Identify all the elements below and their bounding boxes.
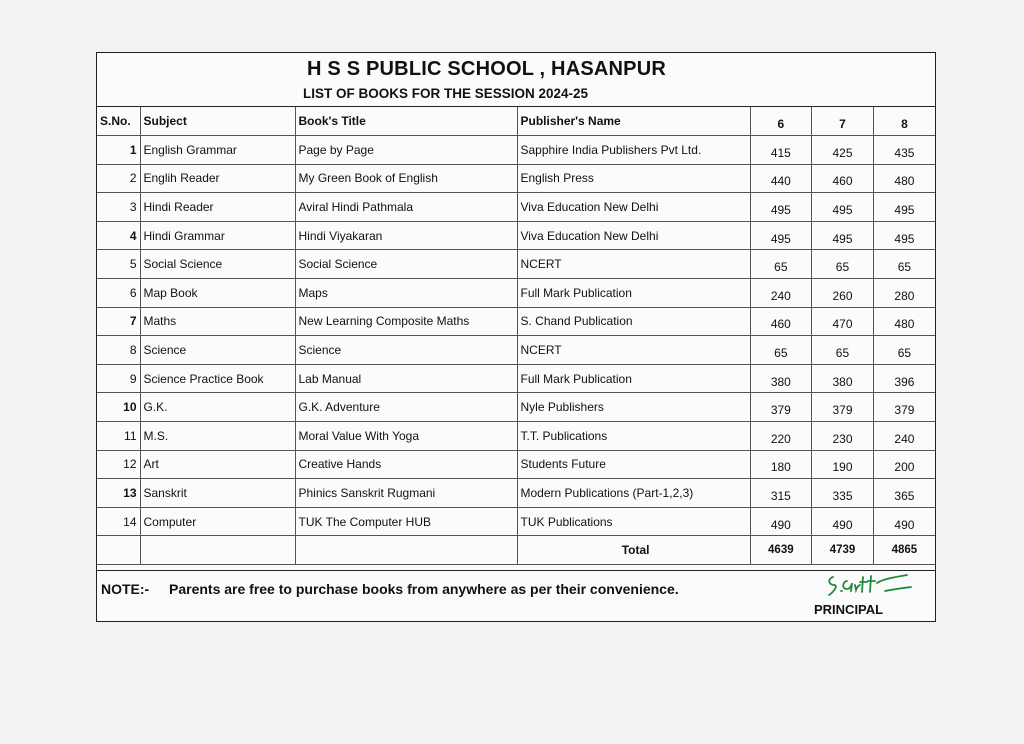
table-row (97, 450, 935, 479)
row-price-class-8: 396 (873, 364, 935, 393)
table-row (97, 164, 935, 193)
row-publisher: Modern Publications (Part-1,2,3) (517, 479, 750, 508)
col-header-title: Book's Title (295, 107, 517, 136)
row-price-class-7: 470 (812, 307, 874, 336)
row-price-class-8: 495 (873, 193, 935, 222)
table-row (97, 479, 935, 508)
row-publisher: Nyle Publishers (517, 393, 750, 422)
table-row (97, 336, 935, 365)
principal-label: PRINCIPAL (814, 602, 884, 617)
row-publisher: Viva Education New Delhi (517, 193, 750, 222)
row-price-class-7: 379 (812, 393, 874, 422)
row-book-title: Lab Manual (295, 364, 517, 393)
row-price-class-6: 440 (750, 164, 812, 193)
row-book-title: Page by Page (295, 136, 517, 165)
row-subject: Sanskrit (140, 479, 295, 508)
row-book-title: My Green Book of English (295, 164, 517, 193)
row-publisher: TUK Publications (517, 507, 750, 536)
row-book-title: Science (295, 336, 517, 365)
row-price-class-6: 379 (750, 393, 812, 422)
total-empty-sno (97, 536, 140, 565)
row-publisher: Full Mark Publication (517, 364, 750, 393)
row-book-title: Aviral Hindi Pathmala (295, 193, 517, 222)
row-subject: Science Practice Book (140, 364, 295, 393)
row-sno: 10 (97, 393, 140, 422)
table-row (97, 393, 935, 422)
row-price-class-6: 65 (750, 336, 812, 365)
list-title: LIST OF BOOKS FOR THE SESSION 2024-25 (303, 86, 589, 101)
row-book-title: G.K. Adventure (295, 393, 517, 422)
row-price-class-6: 220 (750, 422, 812, 451)
row-price-class-6: 490 (750, 507, 812, 536)
total-class-6: 4639 (750, 536, 812, 565)
row-publisher: NCERT (517, 250, 750, 279)
row-sno: 13 (97, 479, 140, 508)
table-row (97, 136, 935, 165)
row-book-title: Phinics Sanskrit Rugmani (295, 479, 517, 508)
row-sno: 8 (97, 336, 140, 365)
row-publisher: NCERT (517, 336, 750, 365)
row-sno: 5 (97, 250, 140, 279)
row-book-title: Creative Hands (295, 450, 517, 479)
row-price-class-8: 365 (873, 479, 935, 508)
row-price-class-7: 460 (812, 164, 874, 193)
row-sno: 14 (97, 507, 140, 536)
row-book-title: TUK The Computer HUB (295, 507, 517, 536)
row-price-class-7: 260 (812, 279, 874, 308)
note-label: NOTE:- (101, 581, 150, 597)
row-sno: 9 (97, 364, 140, 393)
school-name: H S S PUBLIC SCHOOL , HASANPUR (307, 58, 666, 80)
row-price-class-7: 425 (812, 136, 874, 165)
row-subject: G.K. (140, 393, 295, 422)
document-header (97, 53, 935, 107)
row-price-class-8: 490 (873, 507, 935, 536)
row-publisher: Students Future (517, 450, 750, 479)
row-publisher: Viva Education New Delhi (517, 221, 750, 250)
book-list-sheet (96, 52, 936, 622)
table-row (97, 221, 935, 250)
row-book-title: Social Science (295, 250, 517, 279)
row-book-title: Maps (295, 279, 517, 308)
row-sno: 3 (97, 193, 140, 222)
col-header-sno: S.No. (97, 107, 140, 136)
table-row (97, 364, 935, 393)
row-subject: Englih Reader (140, 164, 295, 193)
principal-signature (825, 573, 915, 599)
row-subject: Computer (140, 507, 295, 536)
row-sno: 12 (97, 450, 140, 479)
row-sno: 2 (97, 164, 140, 193)
row-sno: 1 (97, 136, 140, 165)
row-price-class-8: 480 (873, 164, 935, 193)
row-subject: Hindi Reader (140, 193, 295, 222)
row-sno: 6 (97, 279, 140, 308)
table-row (97, 507, 935, 536)
row-price-class-8: 280 (873, 279, 935, 308)
row-sno: 7 (97, 307, 140, 336)
total-label: Total (517, 536, 750, 565)
row-price-class-7: 65 (812, 250, 874, 279)
row-price-class-7: 335 (812, 479, 874, 508)
row-publisher: T.T. Publications (517, 422, 750, 451)
row-price-class-6: 315 (750, 479, 812, 508)
table-row (97, 422, 935, 451)
row-price-class-8: 200 (873, 450, 935, 479)
row-price-class-6: 415 (750, 136, 812, 165)
row-subject: Science (140, 336, 295, 365)
table-row (97, 250, 935, 279)
row-publisher: S. Chand Publication (517, 307, 750, 336)
row-price-class-6: 460 (750, 307, 812, 336)
row-subject: English Grammar (140, 136, 295, 165)
row-price-class-8: 65 (873, 336, 935, 365)
row-sno: 4 (97, 221, 140, 250)
books-table (97, 107, 935, 565)
row-price-class-7: 495 (812, 221, 874, 250)
row-subject: Social Science (140, 250, 295, 279)
row-book-title: Moral Value With Yoga (295, 422, 517, 451)
table-row (97, 307, 935, 336)
total-row (97, 536, 935, 565)
row-price-class-8: 495 (873, 221, 935, 250)
row-price-class-7: 495 (812, 193, 874, 222)
row-subject: M.S. (140, 422, 295, 451)
row-price-class-7: 190 (812, 450, 874, 479)
row-price-class-6: 380 (750, 364, 812, 393)
row-publisher: Full Mark Publication (517, 279, 750, 308)
total-class-8: 4865 (873, 536, 935, 565)
table-header-row (97, 107, 935, 136)
row-subject: Art (140, 450, 295, 479)
table-row (97, 193, 935, 222)
total-empty-subject (140, 536, 295, 565)
row-price-class-8: 480 (873, 307, 935, 336)
row-book-title: New Learning Composite Maths (295, 307, 517, 336)
row-subject: Hindi Grammar (140, 221, 295, 250)
col-header-class-8: 8 (873, 107, 935, 136)
row-sno: 11 (97, 422, 140, 451)
note-text: Parents are free to purchase books from anywhere as per their convenience. (169, 581, 679, 597)
row-price-class-6: 65 (750, 250, 812, 279)
row-publisher: Sapphire India Publishers Pvt Ltd. (517, 136, 750, 165)
row-price-class-8: 435 (873, 136, 935, 165)
row-subject: Map Book (140, 279, 295, 308)
row-price-class-6: 180 (750, 450, 812, 479)
col-header-subject: Subject (140, 107, 295, 136)
row-price-class-6: 495 (750, 221, 812, 250)
col-header-class-7: 7 (812, 107, 874, 136)
row-price-class-7: 230 (812, 422, 874, 451)
row-book-title: Hindi Viyakaran (295, 221, 517, 250)
total-class-7: 4739 (812, 536, 874, 565)
row-price-class-8: 379 (873, 393, 935, 422)
row-price-class-6: 240 (750, 279, 812, 308)
col-header-publisher: Publisher's Name (517, 107, 750, 136)
table-row (97, 279, 935, 308)
row-price-class-8: 65 (873, 250, 935, 279)
row-price-class-8: 240 (873, 422, 935, 451)
document-footer (97, 570, 935, 621)
col-header-class-6: 6 (750, 107, 812, 136)
row-price-class-7: 65 (812, 336, 874, 365)
total-empty-title (295, 536, 517, 565)
row-price-class-6: 495 (750, 193, 812, 222)
row-publisher: English Press (517, 164, 750, 193)
row-subject: Maths (140, 307, 295, 336)
row-price-class-7: 380 (812, 364, 874, 393)
row-price-class-7: 490 (812, 507, 874, 536)
